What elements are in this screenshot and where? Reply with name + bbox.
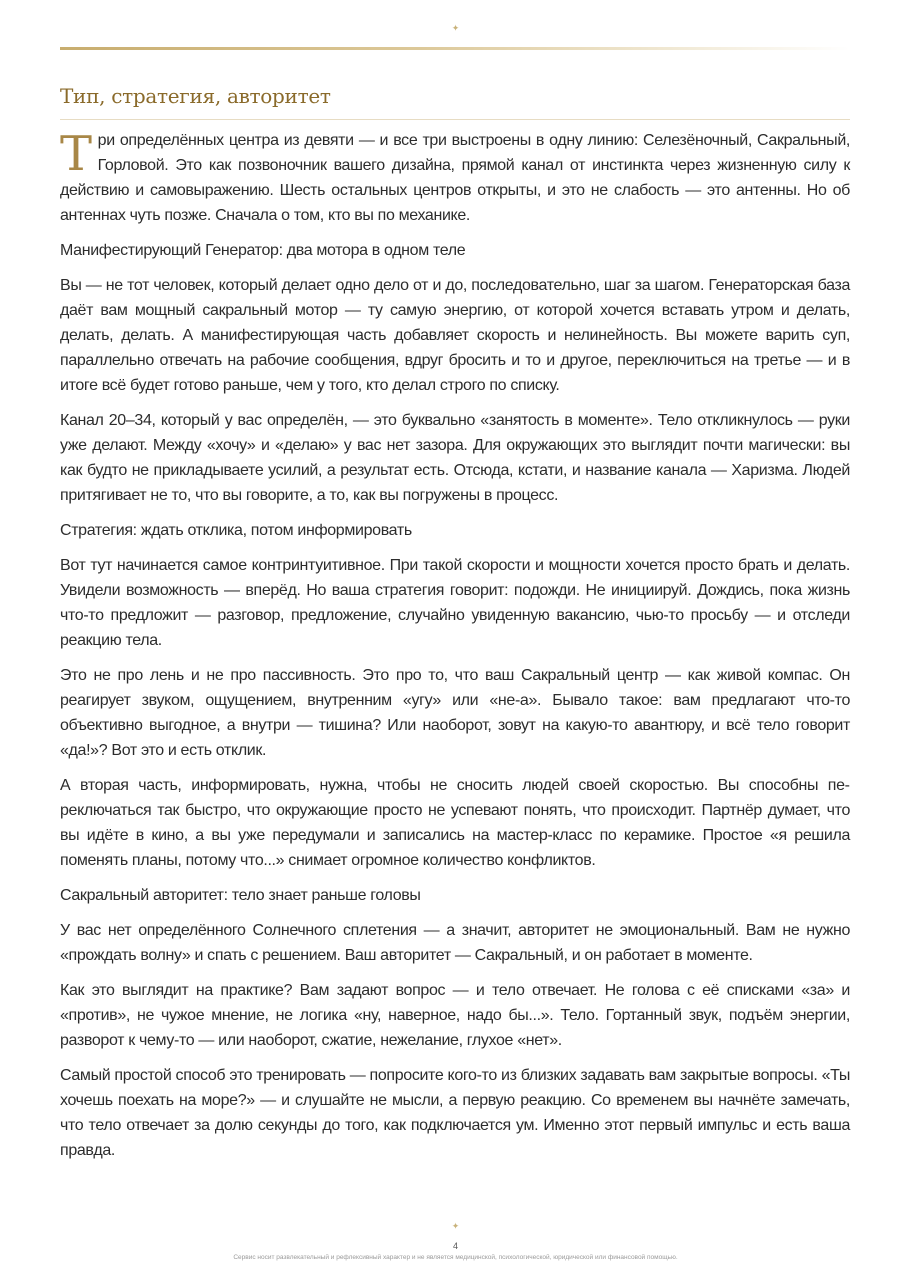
paragraph: Вы — не тот человек, который делает одно дело от и до, последовательно, шаг за шагом. Генераторская база даёт вам мощный сакральный мотор — ту самую энергию, от которой хочется вставать утром и делать, делать, делать. А манифестирующая часть добавляет скорость и нелинейность. Вы можете варить суп, параллельно отвечать на рабочие сообщения, вдруг бросить и то и другое, переключиться на третье — и в итоге всё будет готово раньше, чем у того, кто делал строго по списку. xyxy=(60,277,850,394)
paragraph: Вот тут начинается самое контринтуитивное. При такой скорости и мощности хочется просто брать и делать. Увидели возможность — вперёд. Но ваша стратегия говорит: подожди. Не инициируй. Дождись, пока жизнь что-то предложит — разговор, предложение, случайно увиденную вакансию, чью-то просьбу — и отследи реакцию тела. xyxy=(60,557,850,649)
intro-text: ри определённых центра из девяти — и все три выстроены в одну линию: Селезёночный, Сакральный, Горловой. Это как позвоночник вашего дизайна, прямой канал от инстинкта через жизненную силу к действию и самовыражению. Шесть остальных центров открыты, и это не слабость — это антенны. Но об антеннах чуть позже. Сначала о том, кто вы по механике. xyxy=(60,132,850,224)
subheading: Стратегия: ждать отклика, потом информировать xyxy=(60,522,412,539)
page-number: 4 xyxy=(452,1241,458,1251)
section-title: Тип, стратегия, авторитет xyxy=(60,84,331,108)
subheading: Сакральный авторитет: тело знает раньше головы xyxy=(60,887,421,904)
header-divider xyxy=(60,47,850,50)
paragraph: Как это выглядит на практике? Вам задают вопрос — и тело отвечает. Не голова с её списками «за» и «против», не чужое мнение, не логика «ну, наверное, надо бы...». Тело. Гортанный звук, подъём энергии, разворот к чему-то — или наоборот, сжатие, нежелание, глухое «нет». xyxy=(60,982,850,1049)
paragraph: Это не про лень и не про пассивность. Это про то, что ваш Сакральный центр — как живой компас. Он реагирует звуком, ощущением, внутренним «угу» или «не-а». Бывало такое: вам предлагают что-то объективно выгодное, а внутри — тишина? Или наоборот, зовут на какую-то авантюру, и всё тело говорит «да!»? Вот это и есть отклик. xyxy=(60,667,850,759)
paragraph: А вторая часть, информировать, нужна, чтобы не сносить людей своей скоростью. Вы способны переключаться так быстро, что окружающие просто не успевают понять, что происходит. Партнёр думает, что вы идёте в кино, а вы уже передумали и записались на мастер-класс по керамике. Простое «я решила поменять планы, потому что...» снимает огромное количество конфликтов. xyxy=(60,777,850,869)
paragraph: Самый простой способ это тренировать — попросите кого-то из близких задавать вам закрытые вопросы. «Ты хочешь поехать на море?» — и слушайте не мысли, а первую реакцию. Со временем вы начнёте замечать, что тело отвечает за долю секунды до того, как подключается ум. Именно этот первый импульс и есть ваша правда. xyxy=(60,1067,850,1159)
title-divider xyxy=(60,119,850,120)
paragraph: Канал 20–34, который у вас определён, — это буквально «занятость в моменте». Тело откликнулось — руки уже делают. Между «хочу» и «делаю» у вас нет зазора. Для окружающих это выглядит почти магически: вы как будто не прикладываете усилий, а результат есть. Отсюда, кстати, и название канала — Харизма. Людей притягивает не то, что вы говорите, а то, как вы погружены в процесс. xyxy=(60,412,850,504)
intro-paragraph xyxy=(60,128,850,228)
drop-cap: Т xyxy=(60,126,92,182)
footer-ornament-icon: ✦ xyxy=(451,1222,460,1232)
paragraph: У вас нет определённого Солнечного сплетения — а значит, авторитет не эмоциональный. Вам не нужно «прождать волну» и спать с решением. Ваш авторитет — Сакральный, и он работает в моменте. xyxy=(60,922,850,964)
subheading: Манифестирующий Генератор: два мотора в одном теле xyxy=(60,242,466,259)
footer-disclaimer: Сервис носит развлекательный и рефлексивный характер и не является медицинской, психологической, юридической или финансовой помощью. xyxy=(233,1254,678,1261)
header-ornament-icon: ✦ xyxy=(451,24,460,34)
section-body xyxy=(60,128,850,1173)
